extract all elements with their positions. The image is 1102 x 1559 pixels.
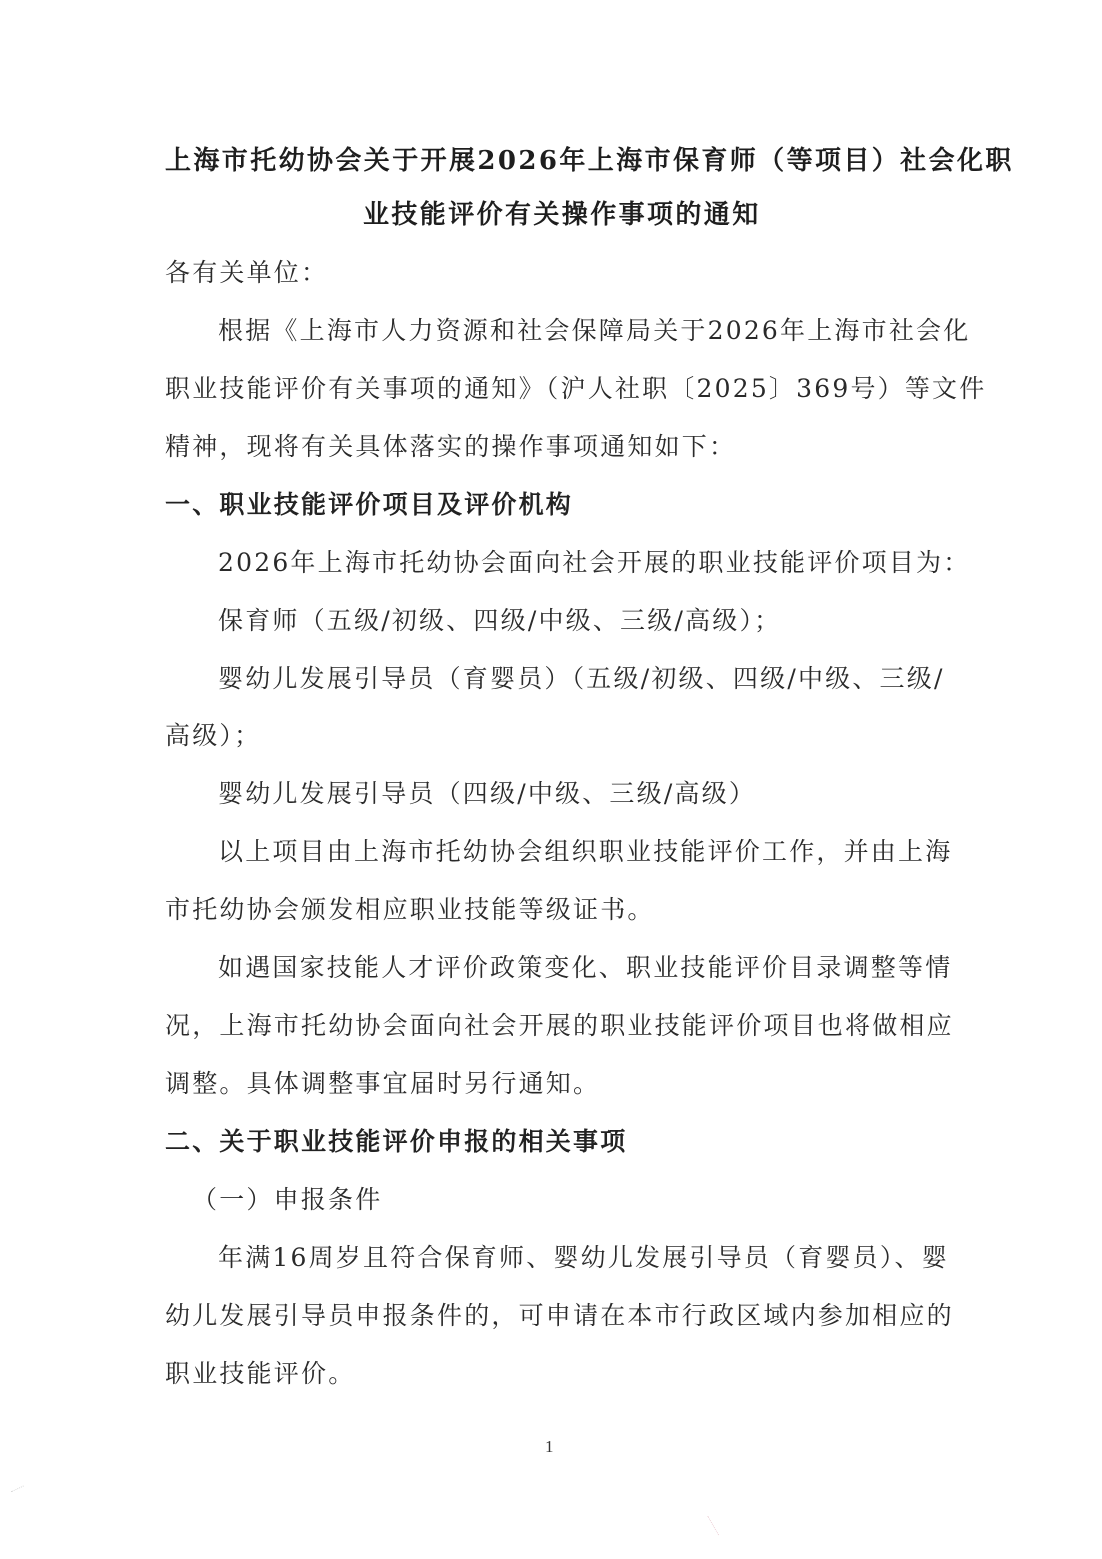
- section-2-line: 年满16周岁且符合保育师、婴幼儿发展引导员（育婴员）、婴: [218, 1243, 949, 1272]
- scan-artifact: [11, 1485, 27, 1499]
- section-1-line: 如遇国家技能人才评价政策变化、职业技能评价目录调整等情: [218, 953, 953, 982]
- section-1-line: 调整。具体调整事宜届时另行通知。: [165, 1069, 601, 1098]
- document-title-line-1: 上海市托幼协会关于开展2026年上海市保育师（等项目）社会化职: [165, 146, 1014, 176]
- section-2-subheading: （一）申报条件: [192, 1185, 383, 1214]
- section-1-line: 以上项目由上海市托幼协会组织职业技能评价工作，并由上海: [218, 837, 953, 866]
- section-1-line: 婴幼儿发展引导员（四级/中级、三级/高级）: [218, 779, 757, 808]
- section-1-line: 市托幼协会颁发相应职业技能等级证书。: [165, 895, 655, 924]
- section-2-heading: 二、关于职业技能评价申报的相关事项: [165, 1127, 628, 1156]
- section-1-heading: 一、职业技能评价项目及评价机构: [165, 490, 574, 519]
- section-1-line: 保育师（五级/初级、四级/中级、三级/高级）；: [218, 606, 782, 635]
- page-number: 1: [545, 1437, 554, 1456]
- section-1-line: 2026年上海市托幼协会面向社会开展的职业技能评价项目为：: [218, 548, 971, 577]
- section-2-line: 职业技能评价。: [165, 1359, 356, 1388]
- section-1-line: 况，上海市托幼协会面向社会开展的职业技能评价项目也将做相应: [165, 1011, 954, 1040]
- section-2-line: 幼儿发展引导员申报条件的，可申请在本市行政区域内参加相应的: [165, 1301, 954, 1330]
- intro-line-2: 职业技能评价有关事项的通知》（沪人社职〔2025〕369号）等文件: [165, 374, 987, 403]
- scan-artifact: [707, 1511, 728, 1536]
- intro-line-1: 根据《上海市人力资源和社会保障局关于2026年上海市社会化: [218, 316, 971, 345]
- salutation: 各有关单位：: [165, 258, 329, 287]
- document-title-line-2: 业技能评价有关操作事项的通知: [363, 200, 761, 230]
- section-1-line: 婴幼儿发展引导员（育婴员）（五级/初级、四级/中级、三级/: [218, 664, 945, 693]
- section-1-line: 高级）；: [165, 721, 262, 750]
- intro-line-3: 精神，现将有关具体落实的操作事项通知如下：: [165, 432, 737, 461]
